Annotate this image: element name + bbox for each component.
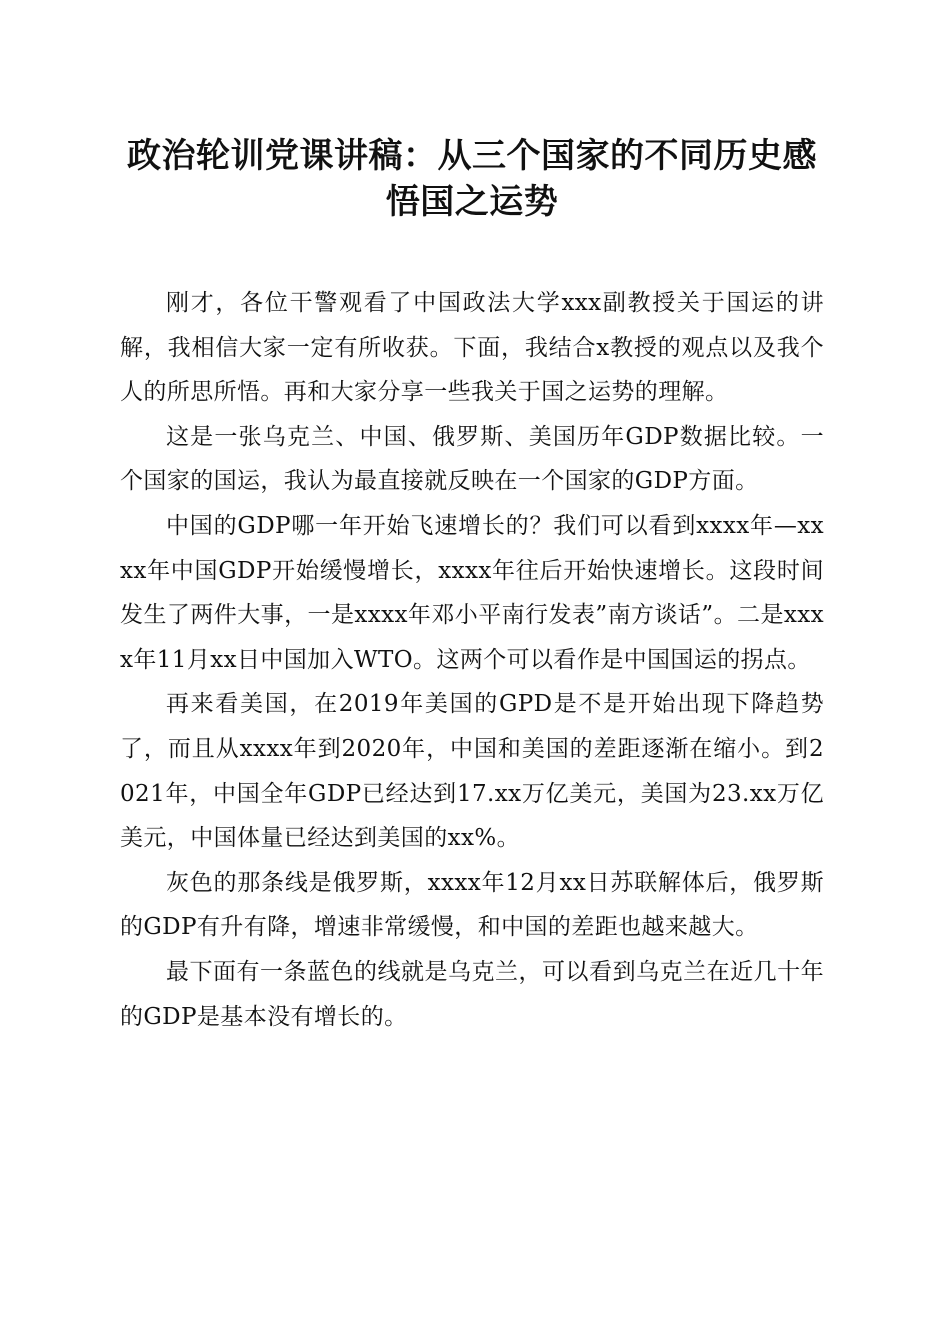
paragraph-5: 灰色的那条线是俄罗斯，xxxx年12月xx日苏联解体后，俄罗斯的GDP有升有降，增速非常缓慢，和中国的差距也越来越大。 (120, 869, 824, 941)
paragraph-3: 中国的GDP哪一年开始飞速增长的？我们可以看到xxxx年—xxxx年中国GDP开始缓慢增长，xxxx年往后开始快速增长。这段时间发生了两件大事，一是xxxx年邓小平南行发表”南方谈话”。二是xxxx年11月xx日中国加入WTO。这两个可以看作是中国国运的拐点。 (120, 512, 824, 673)
title-line-2: 悟国之运势 (385, 182, 559, 222)
paragraph-6: 最下面有一条蓝色的线就是乌克兰，可以看到乌克兰在近几十年的GDP是基本没有增长的。 (120, 958, 824, 1030)
title-line-1: 政治轮训党课讲稿：从三个国家的不同历史感 (127, 136, 817, 176)
paragraph-1: 刚才，各位干警观看了中国政法大学xxx副教授关于国运的讲解，我相信大家一定有所收获。下面，我结合x教授的观点以及我个人的所思所悟。再和大家分享一些我关于国之运势的理解。 (120, 290, 824, 406)
paragraph-2: 这是一张乌克兰、中国、俄罗斯、美国历年GDP数据比较。一个国家的国运，我认为最直接就反映在一个国家的GDP方面。 (120, 423, 824, 495)
document-title (120, 133, 824, 225)
paragraph-4: 再来看美国，在2019年美国的GPD是不是开始出现下降趋势了，而且从xxxx年到2020年，中国和美国的差距逐渐在缩小。到2021年，中国全年GDP已经达到17.xx万亿美元，美国为23.xx万亿美元，中国体量已经达到美国的xx%。 (120, 691, 824, 852)
